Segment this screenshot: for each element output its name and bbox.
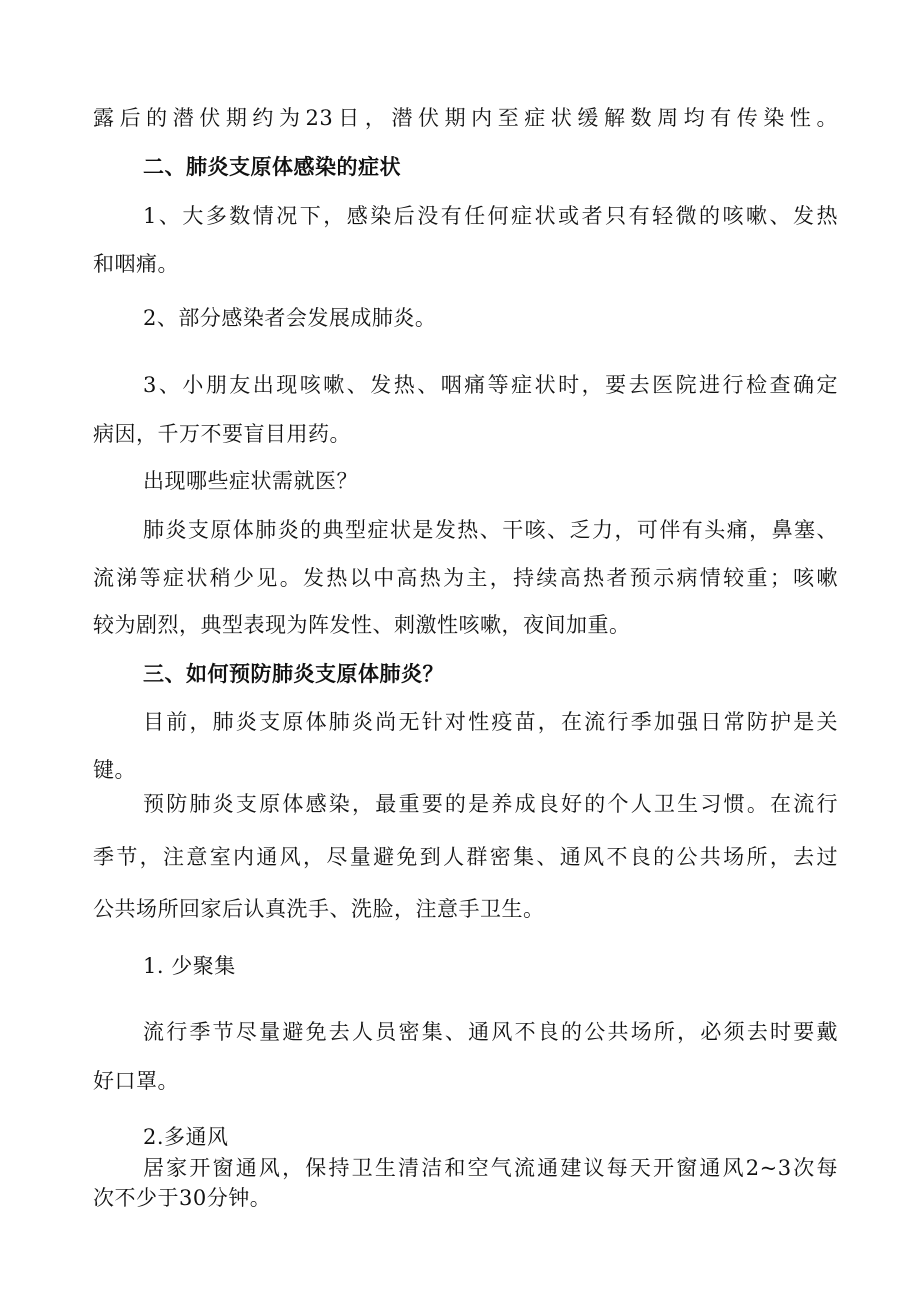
paragraph-line: 好口罩。 bbox=[93, 1069, 179, 1093]
paragraph-line: 露后的潜伏期约为23日，潜伏期内至症状缓解数周均有传染性。 bbox=[93, 106, 838, 130]
paragraph-line: 居家开窗通风，保持卫生清洁和空气流通建议每天开窗通风2~3次每 bbox=[143, 1156, 838, 1180]
symptom-item-1: 1、大多数情况下，感染后没有任何症状或者只有轻微的咳嗽、发热 bbox=[143, 204, 838, 228]
paragraph-line: 目前，肺炎支原体肺炎尚无针对性疫苗，在流行季加强日常防护是关 bbox=[143, 710, 838, 734]
paragraph-line: 肺炎支原体肺炎的典型症状是发热、干咳、乏力，可伴有头痛，鼻塞、 bbox=[143, 518, 838, 542]
list-item-heading-2: 2.多通风 bbox=[143, 1125, 229, 1149]
paragraph-line: 流涕等症状稍少见。发热以中高热为主，持续高热者预示病情较重；咳嗽 bbox=[93, 566, 838, 590]
paragraph-line: 流行季节尽量避免去人员密集、通风不良的公共场所，必须去时要戴 bbox=[143, 1020, 838, 1044]
symptom-item-2: 2、部分感染者会发展成肺炎。 bbox=[143, 306, 437, 330]
question-line: 出现哪些症状需就医？ bbox=[143, 469, 358, 493]
paragraph-line: 公共场所回家后认真洗手、洗脸，注意手卫生。 bbox=[93, 897, 545, 921]
list-item-heading-1: 1. 少聚集 bbox=[143, 954, 236, 978]
paragraph-line: 预防肺炎支原体感染，最重要的是养成良好的个人卫生习惯。在流行 bbox=[143, 792, 838, 816]
paragraph-line: 较为剧烈，典型表现为阵发性、刺激性咳嗽，夜间加重。 bbox=[93, 613, 631, 637]
symptom-item-1-continued: 和咽痛。 bbox=[93, 252, 179, 276]
paragraph-line: 季节，注意室内通风，尽量避免到人群密集、通风不良的公共场所，去过 bbox=[93, 845, 838, 869]
section-heading-symptoms: 二、肺炎支原体感染的症状 bbox=[143, 155, 401, 179]
paragraph-line: 键。 bbox=[93, 758, 136, 782]
paragraph-line: 次不少于30分钟。 bbox=[93, 1186, 272, 1210]
symptom-item-3-continued: 病因，千万不要盲目用药。 bbox=[93, 422, 351, 446]
section-heading-prevention: 三、如何预防肺炎支原体肺炎？ bbox=[143, 662, 444, 686]
symptom-item-3: 3、小朋友出现咳嗽、发热、咽痛等症状时，要去医院进行检查确定 bbox=[143, 373, 838, 397]
